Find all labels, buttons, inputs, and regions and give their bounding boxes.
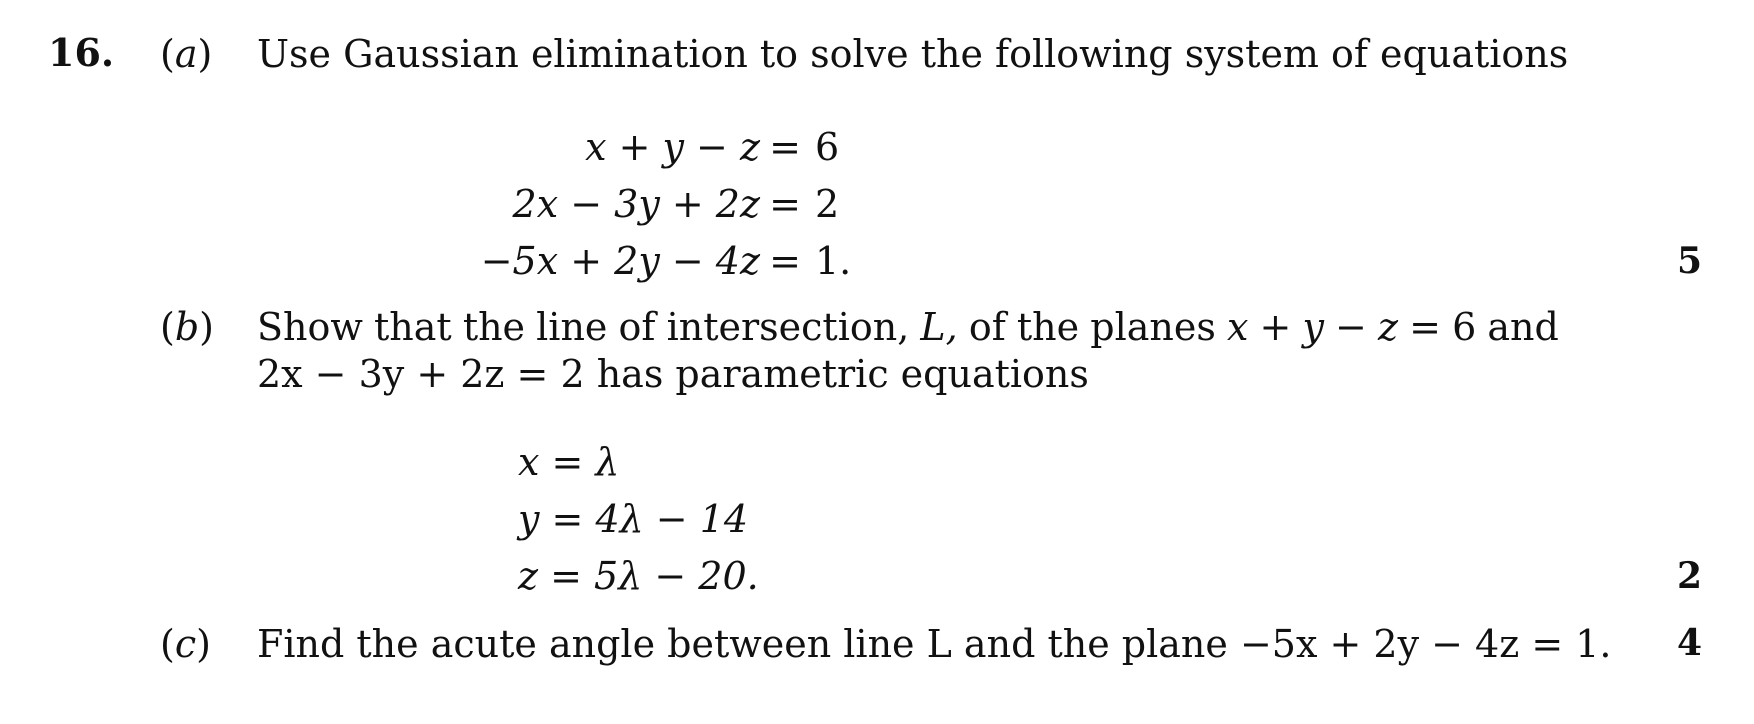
part-b-word: z [1378,305,1399,349]
part-a-marks: 5 [1676,240,1702,282]
part-b-word: intersection, [666,305,910,349]
part-b-label [160,305,214,349]
part-b-word: 6 [1452,305,1477,349]
part-b-word: of [618,305,656,349]
part-b-word: of [968,305,1006,349]
part-b-marks: 2 [1676,555,1702,597]
part-b-close-paren: ) [199,305,214,349]
part-b-param-x: x = λ [518,440,620,484]
part-a-eq1-eq: = [769,125,801,169]
part-c-close-paren: ) [196,622,211,666]
part-b-word: line [536,305,608,349]
part-b-param-y: y = 4λ − 14 [518,497,749,541]
part-b-word: planes [1090,305,1216,349]
part-a-eq1-rhs: 6 [815,125,840,169]
part-b-word: the [1016,305,1080,349]
part-a-eq2-eq: = [769,182,801,226]
part-c-letter: c [174,622,197,666]
part-b-letter: b [174,305,200,349]
part-a-eq3-rhs: 1. [815,239,852,283]
part-b-param-z: z = 5λ − 20. [518,554,759,598]
part-a-label [160,32,212,76]
part-c-marks: 4 [1676,622,1702,664]
part-a-eq3-lhs: −5x + 2y − 4z [480,239,760,283]
part-a-eq1-lhs: x + y − z [585,125,760,169]
part-a-text: Use Gaussian elimination to solve the following system of equations [257,32,1569,76]
part-b-word: Show [257,305,363,349]
part-a-open-paren: ( [160,32,175,76]
part-b-word: that [374,305,452,349]
question-number: 16. [48,30,115,75]
part-b-text-line1 [257,305,1559,349]
part-b-word: y [1302,305,1324,349]
part-c-open-paren: ( [160,622,175,666]
part-b-open-paren: ( [160,305,175,349]
part-a-eq2-lhs: 2x − 3y + 2z [512,182,760,226]
part-c-label [160,622,211,666]
part-c-text: Find the acute angle between line L and the plane −5x + 2y − 4z = 1. [257,622,1612,666]
part-b-word: = [1409,305,1441,349]
part-a-letter: a [174,32,198,76]
part-b-word: L, [920,305,958,349]
part-a-eq2-rhs: 2 [815,182,840,226]
part-b-word: and [1487,305,1559,349]
part-a-eq3-eq: = [769,239,801,283]
part-b-word: + [1259,305,1292,349]
part-a-close-paren: ) [197,32,213,76]
part-b-text-line2: 2x − 3y + 2z = 2 has parametric equations [257,352,1089,396]
part-b-word: the [462,305,526,349]
part-b-word: x [1226,305,1249,349]
part-b-word: − [1335,305,1367,349]
